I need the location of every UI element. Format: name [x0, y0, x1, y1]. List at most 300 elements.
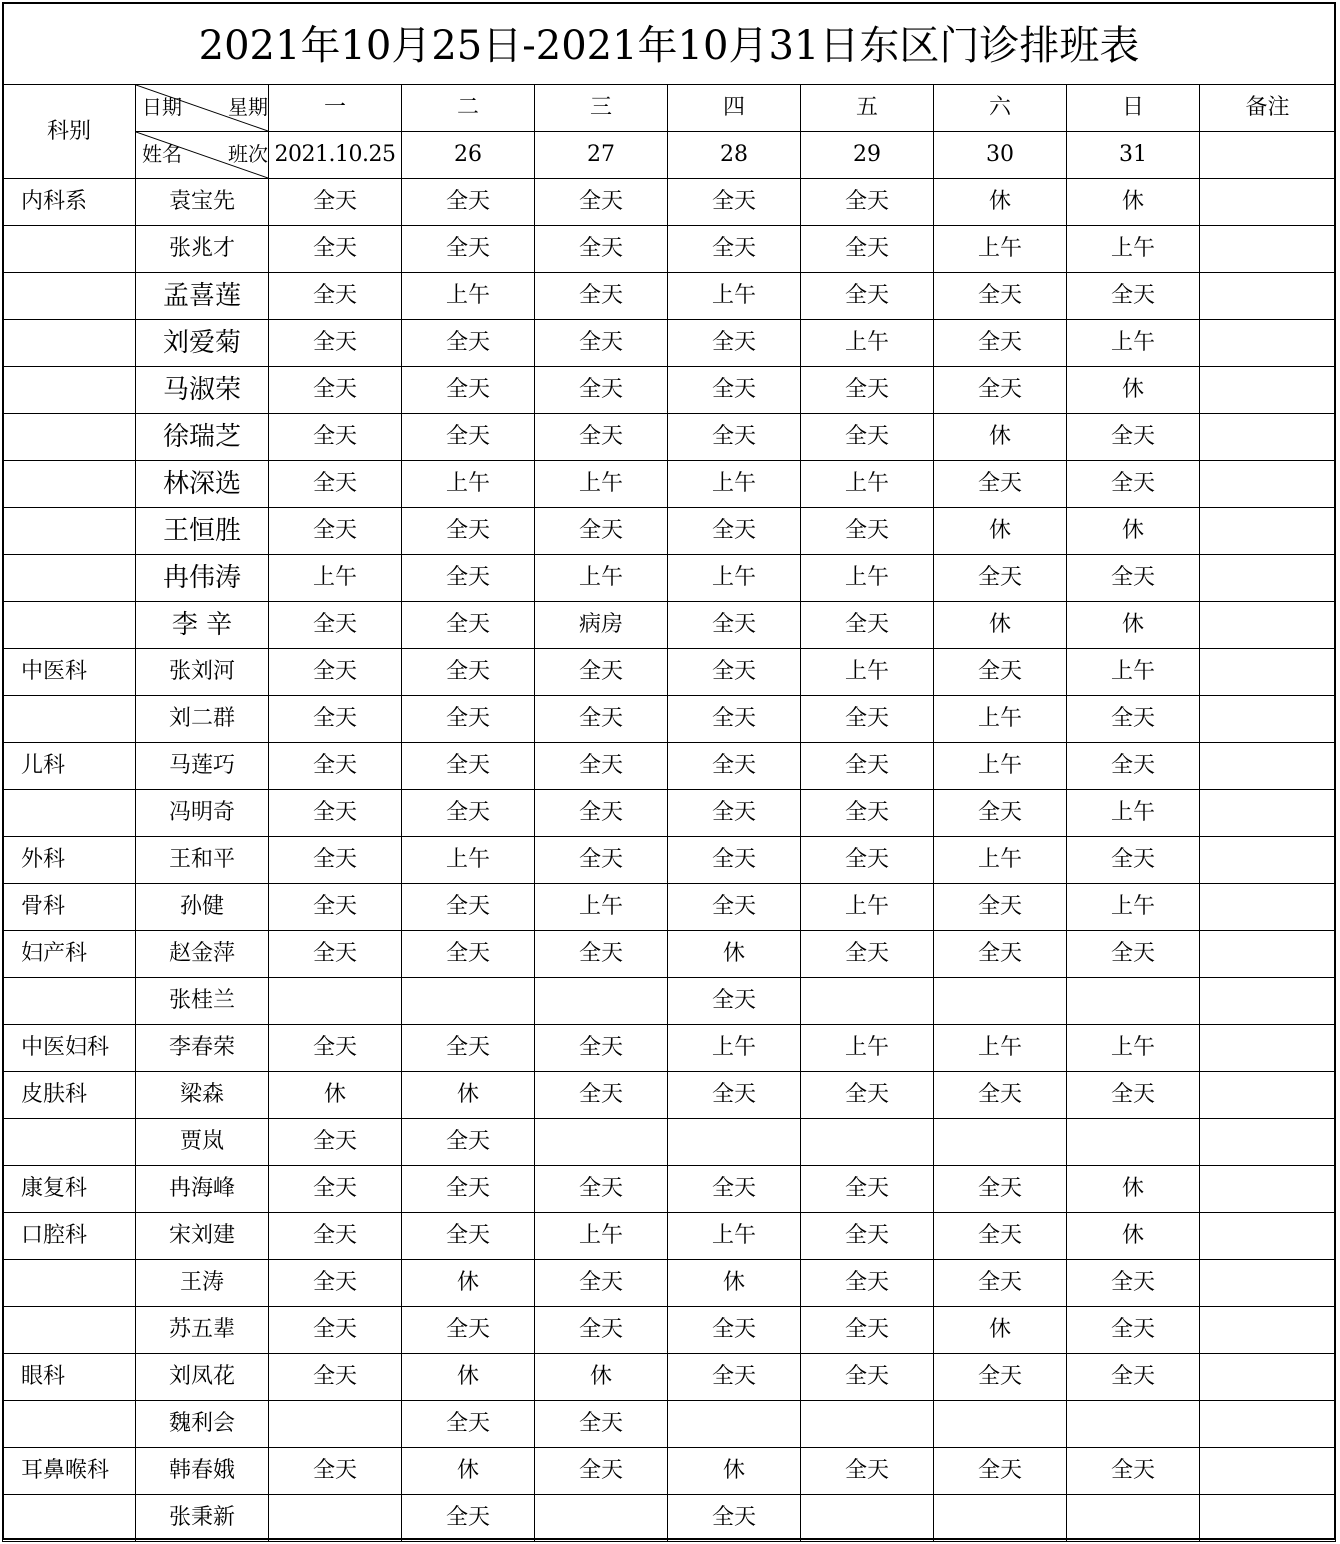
shift-cell: 全天 [269, 320, 402, 367]
shift-cell: 上午 [1067, 649, 1200, 696]
shift-cell: 上午 [934, 1025, 1067, 1072]
shift-cell [668, 1119, 801, 1166]
shift-cell: 全天 [535, 1260, 668, 1307]
dept-cell [3, 555, 136, 602]
shift-cell: 上午 [934, 743, 1067, 790]
shift-cell: 全天 [668, 1166, 801, 1213]
dept-cell [3, 273, 136, 320]
shift-cell: 全天 [1067, 1448, 1200, 1495]
table-row [3, 1448, 1336, 1495]
shift-cell: 全天 [1067, 931, 1200, 978]
dept-cell [3, 508, 136, 555]
shift-cell: 全天 [801, 367, 934, 414]
shift-cell: 全天 [535, 1448, 668, 1495]
shift-cell: 病房 [535, 602, 668, 649]
doctor-name-cell: 王恒胜 [136, 508, 269, 555]
shift-cell: 全天 [801, 1260, 934, 1307]
shift-cell: 全天 [801, 1307, 934, 1354]
shift-cell: 休 [1067, 179, 1200, 226]
table-row [3, 1166, 1336, 1213]
shift-cell: 全天 [535, 320, 668, 367]
doctor-name-cell: 冉伟涛 [136, 555, 269, 602]
shift-cell: 全天 [402, 1025, 535, 1072]
header-row-dates [3, 132, 1336, 179]
corner-shift-label: 班次 [228, 142, 268, 166]
shift-cell: 上午 [535, 461, 668, 508]
shift-cell [1067, 1495, 1200, 1542]
table-row [3, 508, 1336, 555]
table-row [3, 461, 1336, 508]
shift-cell: 全天 [668, 884, 801, 931]
shift-cell: 休 [402, 1448, 535, 1495]
shift-cell: 全天 [668, 367, 801, 414]
shift-cell: 全天 [269, 1166, 402, 1213]
shift-cell: 全天 [269, 226, 402, 273]
shift-cell: 全天 [934, 1448, 1067, 1495]
shift-cell: 全天 [801, 414, 934, 461]
shift-cell: 全天 [668, 649, 801, 696]
shift-cell: 全天 [269, 273, 402, 320]
shift-cell: 全天 [668, 179, 801, 226]
shift-cell [1067, 1119, 1200, 1166]
shift-cell [269, 978, 402, 1025]
remark-cell [1200, 837, 1336, 884]
shift-cell: 上午 [1067, 226, 1200, 273]
doctor-name-cell: 孙健 [136, 884, 269, 931]
shift-cell: 上午 [402, 461, 535, 508]
shift-cell: 休 [934, 414, 1067, 461]
remark-cell [1200, 1448, 1336, 1495]
table-row [3, 1119, 1336, 1166]
table-row [3, 884, 1336, 931]
dept-cell [3, 790, 136, 837]
dept-cell: 中医科 [3, 649, 136, 696]
shift-cell: 上午 [535, 555, 668, 602]
shift-cell: 全天 [934, 1354, 1067, 1401]
remark-cell [1200, 508, 1336, 555]
shift-cell: 全天 [801, 931, 934, 978]
shift-cell [535, 1119, 668, 1166]
shift-cell: 休 [1067, 367, 1200, 414]
dept-cell: 康复科 [3, 1166, 136, 1213]
shift-cell: 上午 [668, 1025, 801, 1072]
shift-cell: 全天 [934, 367, 1067, 414]
table-row [3, 1213, 1336, 1260]
shift-cell: 全天 [269, 414, 402, 461]
shift-cell: 全天 [402, 367, 535, 414]
doctor-name-cell: 冉海峰 [136, 1166, 269, 1213]
shift-cell: 全天 [801, 743, 934, 790]
shift-cell: 全天 [269, 367, 402, 414]
shift-cell: 全天 [934, 1072, 1067, 1119]
remark-cell [1200, 1025, 1336, 1072]
remark-cell [1200, 1166, 1336, 1213]
shift-cell: 全天 [668, 1354, 801, 1401]
shift-cell: 全天 [934, 273, 1067, 320]
date-header: 2021.10.25 [269, 132, 402, 179]
remark-cell [1200, 1354, 1336, 1401]
remark-cell [1200, 1213, 1336, 1260]
doctor-name-cell: 马莲巧 [136, 743, 269, 790]
shift-cell [934, 1495, 1067, 1542]
doctor-name-cell: 赵金萍 [136, 931, 269, 978]
shift-cell: 上午 [1067, 790, 1200, 837]
shift-cell: 上午 [402, 273, 535, 320]
dept-header: 科别 [3, 85, 136, 179]
shift-cell: 全天 [535, 414, 668, 461]
shift-cell: 全天 [402, 179, 535, 226]
remark-cell [1200, 602, 1336, 649]
shift-cell: 全天 [535, 1072, 668, 1119]
corner-date-label: 日期 [142, 95, 182, 119]
shift-cell: 全天 [269, 179, 402, 226]
shift-cell: 上午 [801, 649, 934, 696]
shift-cell: 全天 [668, 978, 801, 1025]
shift-cell: 全天 [269, 837, 402, 884]
shift-cell: 全天 [269, 1119, 402, 1166]
dept-cell: 皮肤科 [3, 1072, 136, 1119]
shift-cell: 全天 [402, 790, 535, 837]
remark-cell [1200, 884, 1336, 931]
shift-cell: 全天 [402, 743, 535, 790]
dept-cell [3, 1401, 136, 1448]
shift-cell: 全天 [801, 602, 934, 649]
shift-cell: 全天 [934, 1260, 1067, 1307]
shift-cell: 全天 [535, 1166, 668, 1213]
shift-cell: 全天 [801, 273, 934, 320]
dept-cell [3, 461, 136, 508]
corner-cell-bottom [136, 132, 269, 179]
weekday-header: 二 [402, 85, 535, 132]
doctor-name-cell: 魏利会 [136, 1401, 269, 1448]
shift-cell: 全天 [535, 1307, 668, 1354]
shift-cell: 上午 [801, 555, 934, 602]
remark-cell [1200, 1119, 1336, 1166]
shift-cell: 全天 [1067, 414, 1200, 461]
shift-cell: 全天 [269, 931, 402, 978]
shift-cell: 全天 [668, 602, 801, 649]
shift-cell: 上午 [1067, 884, 1200, 931]
shift-cell: 全天 [535, 649, 668, 696]
table-row [3, 931, 1336, 978]
page-title: 2021年10月25日-2021年10月31日东区门诊排班表 [198, 22, 1140, 69]
remark-cell [1200, 555, 1336, 602]
shift-cell: 上午 [269, 555, 402, 602]
shift-cell: 全天 [402, 649, 535, 696]
shift-cell: 全天 [402, 696, 535, 743]
shift-cell: 休 [934, 508, 1067, 555]
doctor-name-cell: 李 辛 [136, 602, 269, 649]
shift-cell: 全天 [402, 320, 535, 367]
shift-cell: 全天 [934, 931, 1067, 978]
dept-cell: 耳鼻喉科 [3, 1448, 136, 1495]
shift-cell: 全天 [1067, 1354, 1200, 1401]
dept-cell [3, 1307, 136, 1354]
shift-cell: 全天 [402, 1401, 535, 1448]
shift-cell [535, 978, 668, 1025]
shift-cell: 上午 [934, 226, 1067, 273]
shift-cell: 休 [934, 179, 1067, 226]
shift-cell: 全天 [668, 696, 801, 743]
remark-cell [1200, 696, 1336, 743]
shift-cell: 全天 [934, 1213, 1067, 1260]
doctor-name-cell: 王涛 [136, 1260, 269, 1307]
table-row [3, 1495, 1336, 1542]
shift-cell: 全天 [801, 790, 934, 837]
schedule-table [2, 84, 1336, 1542]
shift-cell: 全天 [402, 508, 535, 555]
shift-cell: 全天 [402, 1495, 535, 1542]
shift-cell: 全天 [668, 743, 801, 790]
table-row [3, 649, 1336, 696]
shift-cell: 全天 [668, 226, 801, 273]
shift-cell: 全天 [668, 414, 801, 461]
date-header: 28 [668, 132, 801, 179]
dept-cell [3, 320, 136, 367]
table-row [3, 1354, 1336, 1401]
remark-cell [1200, 1072, 1336, 1119]
shift-cell [269, 1401, 402, 1448]
doctor-name-cell: 宋刘建 [136, 1213, 269, 1260]
weekday-header: 一 [269, 85, 402, 132]
shift-cell [269, 1495, 402, 1542]
shift-cell: 全天 [402, 1307, 535, 1354]
shift-cell: 全天 [801, 1354, 934, 1401]
remark-cell [1200, 367, 1336, 414]
shift-cell: 全天 [801, 1448, 934, 1495]
shift-cell: 全天 [1067, 1072, 1200, 1119]
shift-cell: 全天 [402, 602, 535, 649]
shift-cell: 上午 [535, 1213, 668, 1260]
table-row [3, 1072, 1336, 1119]
shift-cell: 全天 [668, 837, 801, 884]
shift-cell [801, 978, 934, 1025]
doctor-name-cell: 梁森 [136, 1072, 269, 1119]
doctor-name-cell: 袁宝先 [136, 179, 269, 226]
dept-cell [3, 1260, 136, 1307]
doctor-name-cell: 刘凤花 [136, 1354, 269, 1401]
weekday-header: 五 [801, 85, 934, 132]
doctor-name-cell: 张刘河 [136, 649, 269, 696]
dept-cell: 眼科 [3, 1354, 136, 1401]
doctor-name-cell: 王和平 [136, 837, 269, 884]
shift-cell: 全天 [934, 884, 1067, 931]
shift-cell: 上午 [801, 884, 934, 931]
remark-cell [1200, 414, 1336, 461]
shift-cell: 全天 [801, 179, 934, 226]
remark-cell [1200, 931, 1336, 978]
shift-cell: 全天 [269, 508, 402, 555]
remark-cell [1200, 1260, 1336, 1307]
shift-cell: 全天 [269, 696, 402, 743]
shift-cell: 全天 [269, 1448, 402, 1495]
shift-cell: 上午 [801, 1025, 934, 1072]
shift-cell: 全天 [801, 226, 934, 273]
dept-cell [3, 226, 136, 273]
shift-cell: 全天 [269, 602, 402, 649]
shift-cell: 全天 [269, 1025, 402, 1072]
remark-cell [1200, 743, 1336, 790]
shift-cell: 全天 [1067, 461, 1200, 508]
remark-cell [1200, 179, 1336, 226]
date-header: 31 [1067, 132, 1200, 179]
shift-cell: 休 [1067, 508, 1200, 555]
shift-cell: 全天 [1067, 837, 1200, 884]
date-header: 29 [801, 132, 934, 179]
shift-cell [535, 1495, 668, 1542]
doctor-name-cell: 韩春娥 [136, 1448, 269, 1495]
shift-cell: 上午 [402, 837, 535, 884]
date-header: 26 [402, 132, 535, 179]
shift-cell: 全天 [934, 790, 1067, 837]
dept-cell [3, 1119, 136, 1166]
shift-cell: 休 [1067, 1213, 1200, 1260]
doctor-name-cell: 徐瑞芝 [136, 414, 269, 461]
doctor-name-cell: 刘二群 [136, 696, 269, 743]
shift-cell: 全天 [535, 179, 668, 226]
dept-cell [3, 414, 136, 461]
remark-cell [1200, 1495, 1336, 1542]
shift-cell: 全天 [801, 1072, 934, 1119]
shift-cell: 休 [402, 1260, 535, 1307]
shift-cell: 全天 [402, 931, 535, 978]
shift-cell: 全天 [801, 696, 934, 743]
shift-cell: 全天 [801, 508, 934, 555]
shift-cell: 上午 [934, 696, 1067, 743]
shift-cell: 全天 [934, 649, 1067, 696]
remark-cell [1200, 1307, 1336, 1354]
shift-cell: 上午 [668, 555, 801, 602]
shift-cell: 休 [402, 1354, 535, 1401]
doctor-name-cell: 林深选 [136, 461, 269, 508]
remark-cell [1200, 273, 1336, 320]
table-row [3, 414, 1336, 461]
table-row [3, 790, 1336, 837]
date-header: 30 [934, 132, 1067, 179]
shift-cell: 休 [934, 602, 1067, 649]
shift-cell: 全天 [402, 555, 535, 602]
doctor-name-cell: 孟喜莲 [136, 273, 269, 320]
shift-cell: 全天 [269, 1354, 402, 1401]
shift-cell: 上午 [801, 320, 934, 367]
shift-cell: 全天 [269, 1213, 402, 1260]
shift-cell: 全天 [402, 1213, 535, 1260]
shift-cell: 全天 [402, 226, 535, 273]
table-row [3, 696, 1336, 743]
shift-cell: 上午 [535, 884, 668, 931]
shift-cell: 休 [1067, 602, 1200, 649]
shift-cell: 全天 [934, 1166, 1067, 1213]
shift-cell: 全天 [269, 649, 402, 696]
remark-cell [1200, 790, 1336, 837]
table-row [3, 273, 1336, 320]
shift-cell: 全天 [668, 1072, 801, 1119]
shift-cell: 休 [1067, 1166, 1200, 1213]
dept-cell: 儿科 [3, 743, 136, 790]
shift-cell [934, 1401, 1067, 1448]
shift-cell: 休 [668, 931, 801, 978]
shift-cell: 全天 [269, 461, 402, 508]
doctor-name-cell: 贾岚 [136, 1119, 269, 1166]
shift-cell: 全天 [535, 696, 668, 743]
corner-name-label: 姓名 [142, 142, 182, 166]
shift-cell [801, 1495, 934, 1542]
remark-cell [1200, 649, 1336, 696]
shift-cell: 全天 [801, 1166, 934, 1213]
shift-cell: 休 [934, 1307, 1067, 1354]
table-row [3, 555, 1336, 602]
doctor-name-cell: 冯明奇 [136, 790, 269, 837]
shift-cell: 全天 [1067, 555, 1200, 602]
shift-cell: 上午 [1067, 320, 1200, 367]
shift-cell [801, 1119, 934, 1166]
dept-cell [3, 696, 136, 743]
shift-cell: 全天 [1067, 696, 1200, 743]
doctor-name-cell: 张桂兰 [136, 978, 269, 1025]
shift-cell: 上午 [668, 461, 801, 508]
shift-cell: 全天 [269, 884, 402, 931]
shift-cell [934, 978, 1067, 1025]
shift-cell: 上午 [668, 1213, 801, 1260]
table-row [3, 179, 1336, 226]
table-row [3, 226, 1336, 273]
table-row [3, 837, 1336, 884]
table-row [3, 1025, 1336, 1072]
dept-cell [3, 602, 136, 649]
dept-cell: 中医妇科 [3, 1025, 136, 1072]
shift-cell: 全天 [668, 508, 801, 555]
dept-cell [3, 978, 136, 1025]
table-row [3, 1307, 1336, 1354]
shift-cell: 全天 [535, 273, 668, 320]
shift-cell: 全天 [934, 461, 1067, 508]
table-row [3, 978, 1336, 1025]
shift-cell [801, 1401, 934, 1448]
shift-cell [668, 1401, 801, 1448]
shift-cell: 全天 [934, 555, 1067, 602]
shift-cell: 上午 [801, 461, 934, 508]
weekday-header: 六 [934, 85, 1067, 132]
weekday-header: 日 [1067, 85, 1200, 132]
remark-cell [1200, 461, 1336, 508]
shift-cell: 全天 [269, 1260, 402, 1307]
table-row [3, 602, 1336, 649]
corner-cell-top [136, 85, 269, 132]
doctor-name-cell: 苏五辈 [136, 1307, 269, 1354]
shift-cell: 全天 [269, 1307, 402, 1354]
shift-cell: 全天 [402, 414, 535, 461]
shift-cell: 全天 [402, 1119, 535, 1166]
shift-cell [1067, 978, 1200, 1025]
shift-cell: 全天 [934, 320, 1067, 367]
shift-cell: 全天 [668, 790, 801, 837]
shift-cell: 休 [535, 1354, 668, 1401]
shift-cell: 休 [402, 1072, 535, 1119]
weekday-header: 四 [668, 85, 801, 132]
doctor-name-cell: 刘爱菊 [136, 320, 269, 367]
shift-cell [1067, 1401, 1200, 1448]
dept-cell: 外科 [3, 837, 136, 884]
date-header: 27 [535, 132, 668, 179]
corner-weekday-label: 星期 [228, 95, 268, 119]
shift-cell: 上午 [934, 837, 1067, 884]
remark-header: 备注 [1200, 85, 1336, 132]
shift-cell: 休 [269, 1072, 402, 1119]
table-row [3, 1401, 1336, 1448]
table-row [3, 367, 1336, 414]
shift-cell: 全天 [535, 226, 668, 273]
shift-cell [934, 1119, 1067, 1166]
